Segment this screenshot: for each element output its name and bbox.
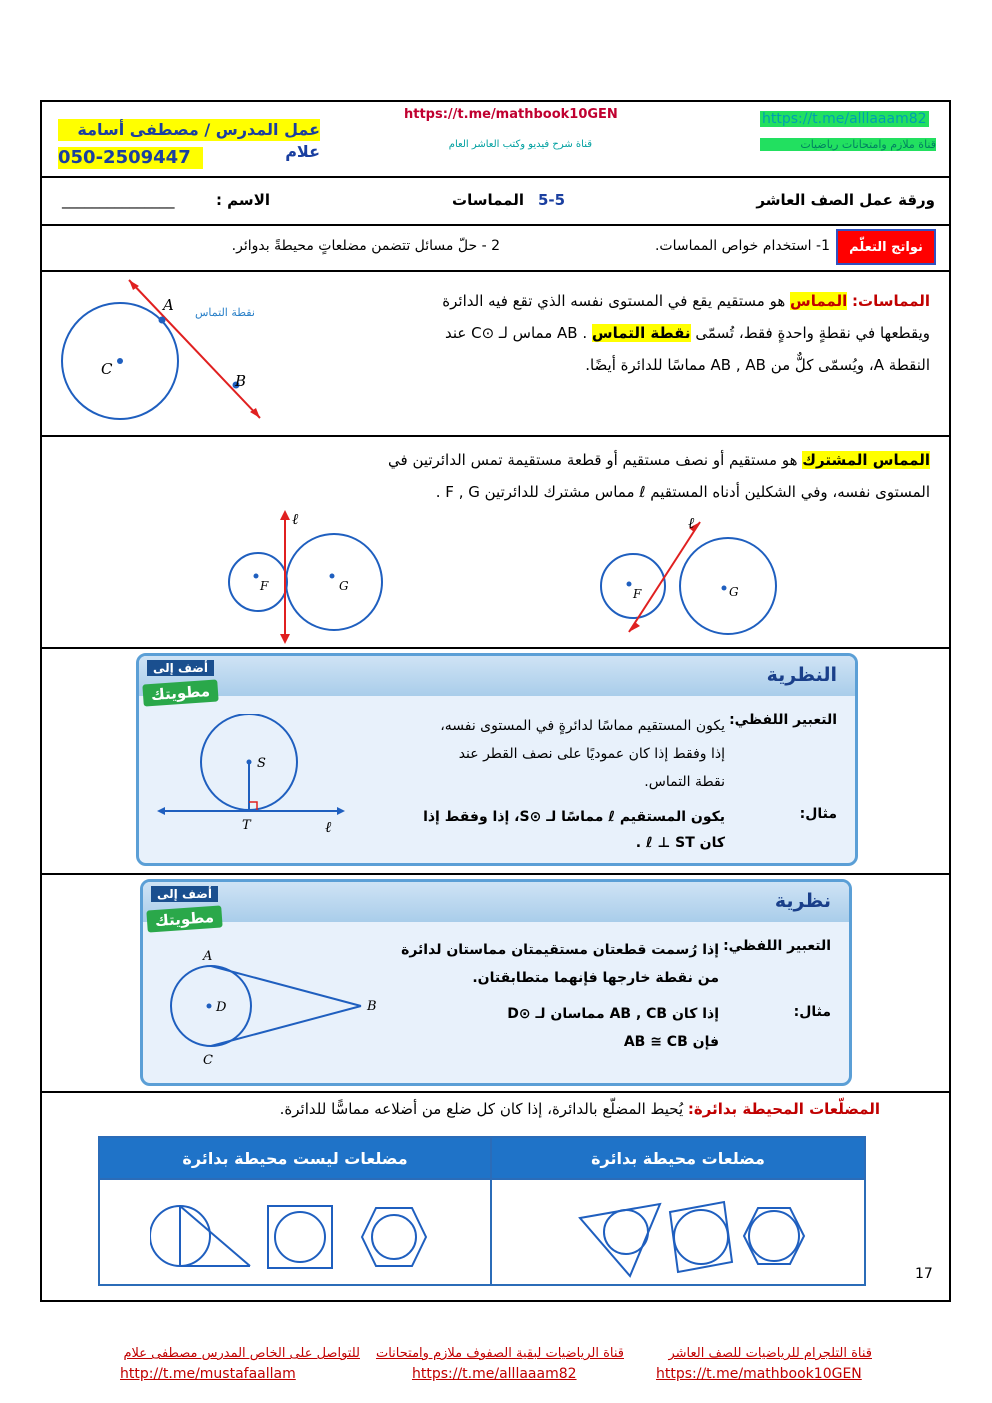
example-text bbox=[339, 1000, 719, 1056]
circle-f bbox=[601, 554, 665, 618]
circle-g bbox=[286, 534, 382, 630]
outcome-2: 2 - حلّ مسائل تتضمن مضلعاتٍ محيطةً بدوائر. bbox=[231, 238, 500, 254]
lesson-number: 5-5 bbox=[538, 191, 566, 209]
segment-cb bbox=[211, 1006, 361, 1046]
verbal-line: من نقطة خارجها فإنهما متطابقتان. bbox=[472, 970, 719, 986]
example-line: فإن AB ≅ CB bbox=[623, 1034, 719, 1050]
footer-link-2[interactable]: https://t.me/alllaaam82 bbox=[412, 1366, 577, 1382]
tangent-line3: النقطة A، ويُسمّى كلٌّ من AB , AB مماسًا للدائرة أيضًا. bbox=[585, 356, 930, 374]
tangent-line1: هو مستقيم يقع في المستوى نفسه الذي تقع فيه الدائرة bbox=[442, 292, 786, 310]
label-l: ℓ bbox=[688, 514, 695, 532]
center-d bbox=[207, 1004, 212, 1009]
add-to-label: أضف إلى bbox=[151, 886, 218, 902]
circle-shape bbox=[372, 1215, 416, 1259]
polygons-definition bbox=[100, 1100, 880, 1118]
label-f: F bbox=[260, 579, 269, 593]
verbal-text bbox=[345, 712, 725, 796]
label-l: ℓ bbox=[325, 818, 332, 836]
hexagon-shape bbox=[744, 1208, 804, 1264]
label-c: C bbox=[203, 1053, 213, 1068]
theorem-2-header bbox=[143, 882, 849, 922]
non-circumscribed-shapes bbox=[150, 1196, 450, 1276]
center-link-caption: قناة شرح فيديو وكتب العاشر العام bbox=[448, 139, 592, 150]
label-l: ℓ bbox=[292, 510, 299, 528]
verbal-label: التعبير اللفظي: bbox=[723, 938, 831, 954]
circle-shape bbox=[674, 1210, 728, 1264]
center-link[interactable]: https://t.me/mathbook10GEN bbox=[404, 107, 618, 122]
circle-f bbox=[229, 553, 287, 611]
verbal-line: إذا رُسمت قطعتان مستقيمتان مماستان لدائرة bbox=[401, 942, 719, 958]
polygons-table bbox=[98, 1136, 866, 1286]
tangent-point-term: نقطة التماس bbox=[591, 324, 691, 342]
footer-link-1[interactable]: https://t.me/mathbook10GEN bbox=[656, 1366, 862, 1382]
verbal-line: إذا وفقط إذا كان عموديًا على نصف القطر عند bbox=[458, 746, 725, 762]
center-f bbox=[254, 574, 259, 579]
outcome-1: 1- استخدام خواص المماسات. bbox=[654, 238, 830, 254]
footer-link-3[interactable]: http://t.me/mustafaallam bbox=[120, 1366, 296, 1382]
center-f bbox=[627, 582, 632, 587]
segment-ab bbox=[211, 966, 361, 1006]
center-s bbox=[247, 760, 252, 765]
example-text bbox=[345, 804, 725, 856]
tangent-definition bbox=[340, 285, 930, 381]
arrow-head bbox=[280, 510, 290, 520]
label-s: S bbox=[257, 756, 266, 771]
divider bbox=[42, 176, 949, 178]
tangent-point-caption: نقطة التماس bbox=[195, 306, 255, 319]
divider bbox=[42, 435, 949, 437]
verbal-text bbox=[339, 936, 719, 992]
name-label: الاسم : bbox=[215, 191, 270, 209]
divider bbox=[42, 873, 949, 875]
teacher-name: عمل المدرس / مصطفى أسامة علام bbox=[58, 119, 320, 141]
foldable-label: مطويتك bbox=[142, 679, 218, 706]
polygons-text: يُحيط المضلّع بالدائرة، إذا كان كل ضلع من أضلاعه مماسًّا للدائرة. bbox=[279, 1100, 684, 1118]
name-blank[interactable]: _______________ bbox=[62, 191, 175, 209]
circle-shape bbox=[604, 1210, 648, 1254]
footer-text-1: قناة التلجرام للرياضيات للصف العاشر bbox=[668, 1346, 872, 1361]
divider bbox=[42, 1091, 949, 1093]
label-g: G bbox=[729, 585, 739, 599]
polygons-heading: المضلّعات المحيطة بدائرة: bbox=[687, 1100, 880, 1118]
foldable-label: مطويتك bbox=[146, 905, 222, 932]
theorem-2-title: نظرية bbox=[774, 890, 831, 912]
header-divider bbox=[100, 1178, 864, 1180]
theorem-2-box bbox=[140, 879, 852, 1086]
add-to-label: أضف إلى bbox=[147, 660, 214, 676]
circle-g bbox=[680, 538, 776, 634]
example-line: إذا كان AB , CB مماسان لـ ⊙D bbox=[507, 1006, 719, 1022]
divider bbox=[42, 224, 949, 226]
worksheet-title: ورقة عمل الصف العاشر bbox=[756, 191, 935, 209]
rectangle-shape bbox=[268, 1206, 332, 1268]
example-line: كان ℓ ⊥ ST . bbox=[635, 835, 725, 851]
label-b: B bbox=[235, 372, 247, 390]
triangle-shape bbox=[580, 1204, 660, 1276]
theorem-1-title: النظرية bbox=[766, 664, 837, 686]
label-f: F bbox=[633, 587, 642, 601]
right-link[interactable]: https://t.me/alllaaam82 bbox=[762, 111, 927, 127]
center-dot bbox=[117, 358, 123, 364]
teacher-phone: 050-2509447 bbox=[58, 147, 203, 169]
common-tangent-line2: المستوى نفسه، وفي الشكلين أدناه المستقيم ℓ مماس مشترك للدائرتين F , G . bbox=[435, 483, 930, 501]
column-divider bbox=[490, 1138, 492, 1284]
tangent-heading: المماسات: bbox=[852, 292, 930, 310]
arrow-head bbox=[629, 622, 640, 632]
label-c: C bbox=[101, 360, 113, 378]
outcomes-badge: نواتج التعلّم bbox=[836, 229, 936, 265]
theorem-1-header bbox=[139, 656, 855, 696]
point-a bbox=[159, 317, 166, 324]
common-tangent-term: المماس المشترك bbox=[802, 451, 930, 469]
example-label: مثال: bbox=[799, 806, 837, 822]
col-header-not-circumscribed: مضلعات ليست محيطة بدائرة bbox=[100, 1138, 490, 1178]
example-label: مثال: bbox=[793, 1004, 831, 1020]
circle-shape bbox=[275, 1212, 325, 1262]
internal-tangent-figure bbox=[595, 508, 795, 648]
tangent-figure bbox=[55, 276, 285, 431]
verbal-line: يكون المستقيم مماسًا لدائرةٍ في المستوى نفسه، bbox=[440, 718, 725, 734]
col-header-circumscribed: مضلعات محيطة بدائرة bbox=[492, 1138, 864, 1178]
circumscribed-shapes bbox=[572, 1190, 832, 1280]
tangent-term: المماس bbox=[790, 292, 848, 310]
common-tangent-line1: هو مستقيم أو نصف مستقيم أو قطعة مستقيمة تمس الدائرتين في bbox=[388, 451, 798, 469]
arrow-head bbox=[337, 807, 345, 815]
label-a: A bbox=[163, 296, 174, 314]
theorem-1-figure bbox=[157, 714, 347, 844]
center-g bbox=[330, 574, 335, 579]
verbal-line: نقطة التماس. bbox=[644, 774, 725, 790]
label-g: G bbox=[339, 579, 349, 593]
tangent-line2a: ويقطعها في نقطةٍ واحدةٍ فقط، تُسمّى bbox=[695, 324, 930, 342]
footer-text-3: للتواصل على الخاص المدرس مصطفى علام bbox=[123, 1346, 360, 1361]
label-b: B bbox=[367, 999, 377, 1014]
tangent-line2b: . AB مماس لـ ⊙C عند bbox=[444, 324, 588, 342]
example-line: يكون المستقيم ℓ مماسًا لـ ⊙S، إذا وفقط إذا bbox=[423, 809, 725, 825]
arrow-head bbox=[157, 807, 165, 815]
theorem-1-box bbox=[136, 653, 858, 866]
verbal-label: التعبير اللفظي: bbox=[729, 712, 837, 728]
external-tangent-figure bbox=[220, 508, 400, 648]
lesson-name: المماسات bbox=[452, 191, 524, 209]
right-link-caption: قناة ملازم وامتحانات رياضيات bbox=[760, 138, 936, 151]
divider bbox=[42, 647, 949, 649]
arrow-head bbox=[280, 634, 290, 644]
triangle-side bbox=[180, 1206, 250, 1266]
theorem-2-figure bbox=[157, 944, 387, 1074]
center-g bbox=[722, 586, 727, 591]
quadrilateral-shape bbox=[670, 1202, 732, 1272]
tangent-line bbox=[129, 280, 260, 418]
circle-shape bbox=[749, 1211, 799, 1261]
footer-text-2: قناة الرياضيات لبقية الصفوف ملازم وامتحانات bbox=[375, 1346, 624, 1361]
common-tangent-definition bbox=[300, 444, 930, 508]
label-t: T bbox=[242, 818, 251, 833]
label-a: A bbox=[203, 949, 213, 964]
divider bbox=[42, 270, 949, 272]
page-number: 17 bbox=[915, 1266, 933, 1282]
label-d: D bbox=[216, 1000, 227, 1015]
